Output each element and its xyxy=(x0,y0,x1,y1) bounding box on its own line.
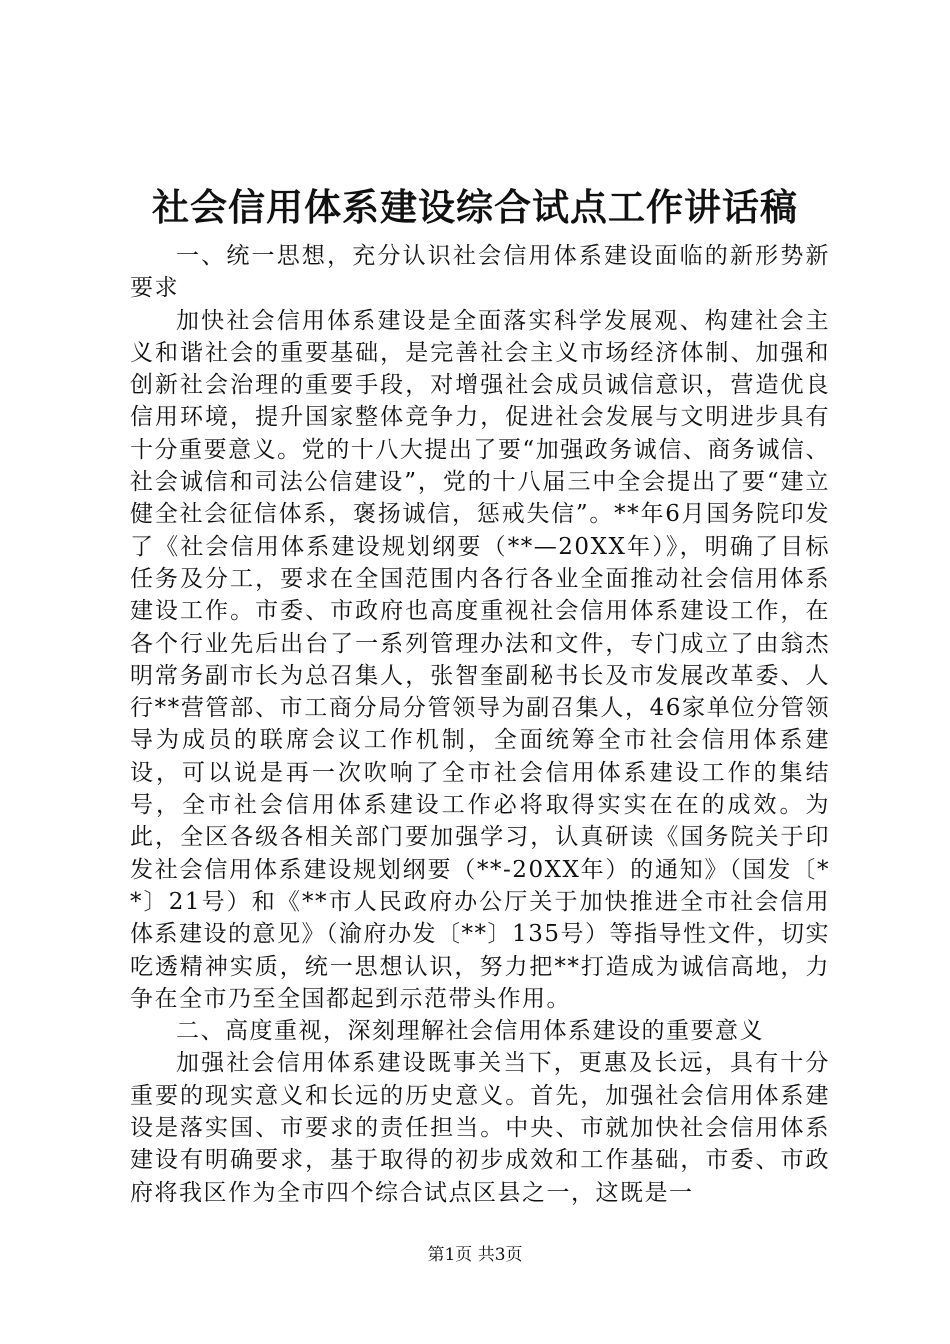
document-title: 社会信用体系建设综合试点工作讲话稿 xyxy=(152,185,798,229)
document-body xyxy=(130,240,830,1209)
body-paragraph-2: 加强社会信用体系建设既事关当下，更惠及长远，具有十分重要的现实意义和长远的历史意义。首先，加强社会信用体系建设是落实国、市要求的责任担当。中央、市就加快社会信用体系建设有明确要求，基于取得的初步成效和工作基础，市委、市政府将我区作为全市四个综合试点区县之一，这既是一 xyxy=(130,1050,830,1206)
body-paragraph-1: 加快社会信用体系建设是全面落实科学发展观、构建社会主义和谐社会的重要基础，是完善社会主义市场经济体制、加强和创新社会治理的重要手段，对增强社会成员诚信意识，营造优良信用环境，提升国家整体竞争力，促进社会发展与文明进步具有十分重要意义。党的十八大提出了要“加强政务诚信、商务诚信、社会诚信和司法公信建设”，党的十八届三中全会提出了要“建立健全社会征信体系，褒扬诚信，惩戒失信”。**年6月国务院印发了《社会信用体系建设规划纲要（**—20XX年）》，明确了目标任务及分工，要求在全国范围内各行各业全面推动社会信用体系建设工作。市委、市政府也高度重视社会信用体系建设工作，在各个行业先后出台了一系列管理办法和文件，专门成立了由翁杰明常务副市长为总召集人，张智奎副秘书长及市发展改革委、人行**营管部、市工商分局分管领导为副召集人，46家单位分管领导为成员的联席会议工作机制，全面统筹全市社会信用体系建设，可以说是再一次吹响了全市社会信用体系建设工作的集结号，全市社会信用体系建设工作必将取得实实在在的成效。为此，全区各级各相关部门要加强学习，认真研读《国务院关于印发社会信用体系建设规划纲要（**-20XX年）的通知》（国发〔**〕21号）和《**市人民政府办公厅关于加快推进全市社会信用体系建设的意见》（渝府办发〔**〕135号）等指导性文件，切实吃透精神实质，统一思想认识，努力把**打造成为诚信高地，力争在全市乃至全国都起到示范带头作用。 xyxy=(130,307,830,1012)
section-heading-1: 一、统一思想，充分认识社会信用体系建设面临的新形势新要求 xyxy=(130,243,830,302)
section-heading-2: 二、高度重视，深刻理解社会信用体系建设的重要意义 xyxy=(176,1018,764,1045)
page-number-footer: 第1页 共3页 xyxy=(427,1245,523,1265)
